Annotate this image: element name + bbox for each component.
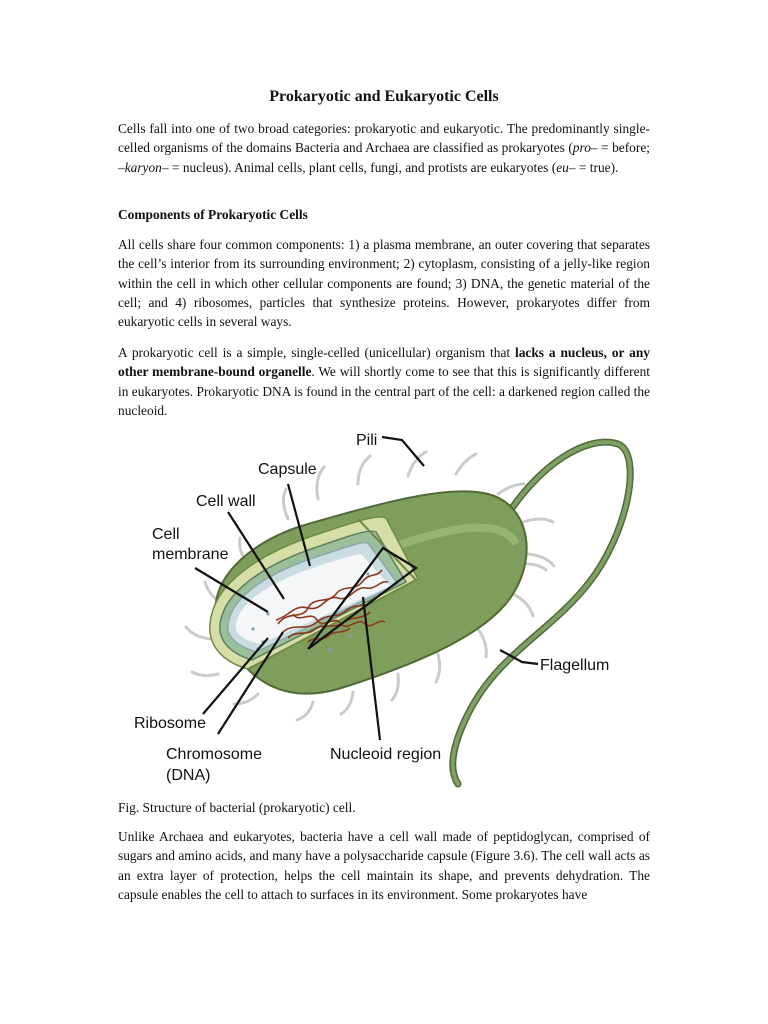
intro-text-1: Cells fall into one of two broad categories: prokaryotic and eukaryotic. The predominantly single-celled organisms of the domains Bacteria and Archaea are classified as prokaryotes (	[118, 121, 650, 156]
label-cell-membrane-1: Cell	[152, 526, 180, 543]
intro-paragraph	[118, 119, 650, 177]
label-flagellum: Flagellum	[540, 657, 610, 674]
figure-caption: Fig. Structure of bacterial (prokaryotic) cell.	[118, 800, 356, 815]
bacterial-cell-diagram	[118, 424, 650, 792]
label-cell-membrane-2: membrane	[152, 546, 229, 563]
cell-wall-paragraph: Unlike Archaea and eukaryotes, bacteria have a cell wall made of peptidoglycan, comprised of sugars and amino acids, and many have a polysaccharide capsule (Figure 3.6). The cell wall acts as an extra layer of protection, helps the cell maintain its shape, and prevents dehydration. The capsule enables the cell to attach to surfaces in its environment. Some prokaryotes have	[118, 829, 650, 902]
intro-text-2: = before;	[597, 140, 650, 156]
prokaryote-bold-text: lacks a nucleus, or any other membrane-bound organelle	[118, 345, 650, 380]
label-cell-wall: Cell wall	[196, 493, 256, 510]
prokaryote-text-1: A prokaryotic cell is a simple, single-celled (unicellular) organism that	[118, 345, 515, 360]
intro-term-karyon: –karyon–	[118, 159, 169, 175]
intro-term-pro: pro–	[572, 140, 598, 156]
components-paragraph: All cells share four common components: 1) a plasma membrane, an outer covering that separates the cell’s interior from its surrounding environment; 2) cytoplasm, consisting of a jelly-like region within the cell in which other cellular components are found; 3) DNA, the genetic material of the cell; and 4) ribosomes, particles that synthesize proteins. However, prokaryotes differ from eukaryotic cells in several ways.	[118, 237, 650, 330]
label-nucleoid: Nucleoid region	[330, 746, 442, 763]
prokaryote-text-2: . We will shortly come to see that this is significantly different in eukaryotes. Prokaryotic DNA is found in the central part of the cell: a darkened region called the nucleoid.	[118, 364, 650, 418]
section-heading: Components of Prokaryotic Cells	[118, 207, 308, 222]
intro-term-eu: eu–	[556, 159, 576, 175]
label-capsule: Capsule	[258, 461, 317, 478]
intro-text-4: = true).	[575, 159, 619, 175]
page-title: Prokaryotic and Eukaryotic Cells	[269, 88, 499, 105]
label-pili: Pili	[356, 432, 378, 449]
label-chromosome-1: Chromosome	[166, 746, 263, 763]
label-ribosome: Ribosome	[134, 715, 207, 732]
bacterial-cell-figure	[118, 424, 650, 792]
label-chromosome-2: (DNA)	[166, 767, 211, 784]
intro-text-3: = nucleus). Animal cells, plant cells, fungi, and protists are eukaryotes (	[168, 159, 557, 175]
prokaryote-paragraph	[118, 343, 650, 420]
